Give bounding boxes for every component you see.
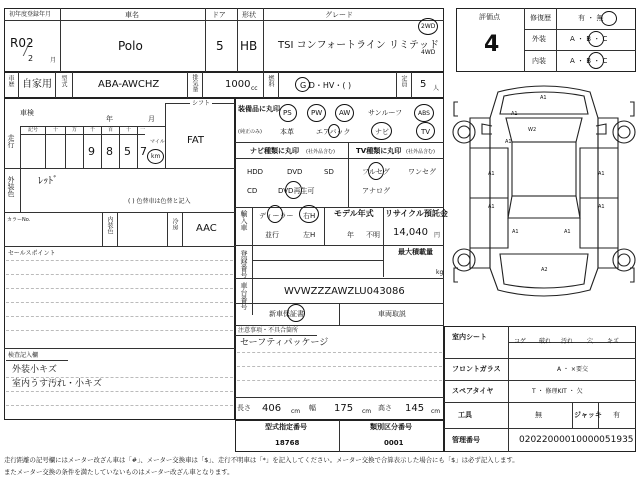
notes: セーフティパッケージ [240, 338, 329, 348]
displacement-label: 排気量 [191, 74, 198, 92]
capacity-unit: 人 [433, 85, 440, 92]
width-cm: cm [362, 408, 372, 415]
mileage-digit-1: 9 [88, 145, 95, 158]
diag-mark-5: A1 [598, 171, 605, 177]
tool-value: 無 [535, 411, 542, 419]
equip-sunroof: サンルーフ [368, 109, 403, 117]
reg-year-label: 初年度登録年月 [9, 11, 52, 18]
capacity-label: 定員 [400, 75, 407, 87]
exterior-color: ﾚｯﾄﾞ [38, 176, 58, 187]
reg-year: R02 [10, 36, 34, 50]
repair-options: 有 ・ 無 [578, 14, 604, 22]
exterior-rating-options: A ・ B ・ C [570, 35, 608, 43]
seat-burn: コゲ [514, 338, 527, 345]
height-cm: cm [431, 408, 441, 415]
new-warranty: 新車保証書 [269, 310, 304, 318]
color-change-note: ( ) 色替車は色替と記入 [128, 198, 191, 205]
nav-dvd: DVD [287, 168, 303, 176]
equip-ps: PS [283, 109, 292, 117]
equip-navi-circle [371, 122, 392, 140]
tv-oneseg: ワンセグ [408, 168, 436, 176]
repair-none-circle [601, 11, 617, 26]
nav-cd: CD [247, 187, 258, 195]
tv-fullseg-circle [368, 162, 384, 180]
max-load-kg: kg [436, 269, 444, 276]
seat-scratch: キズ [607, 338, 619, 345]
length: 406 [262, 403, 282, 414]
nav-hdd: HDD [247, 168, 264, 176]
digit-label-1k: 千 [90, 127, 96, 133]
month-unit: 月 [50, 57, 57, 64]
digit-label-100: 百 [108, 127, 114, 133]
tool-label: 工具 [458, 411, 472, 419]
seat-label: 室内シート [452, 333, 487, 341]
mileage-digit-2: 8 [106, 145, 113, 158]
equip-tv-circle [416, 122, 435, 140]
notes-label: 注意事項・不具合箇所 [238, 327, 299, 334]
inspector-label: 検査記入欄 [8, 352, 39, 359]
shift-label: シフト [192, 100, 211, 107]
jack-label: ジャッキ [574, 411, 602, 419]
capacity: 5 [420, 79, 427, 90]
nav-dvd-play-circle [285, 181, 302, 199]
equip-leather: 本革 [280, 128, 294, 136]
shape: HB [240, 39, 258, 53]
score: 4 [484, 32, 500, 57]
inspection-label: 車検 [20, 109, 34, 117]
recycle-yen: 円 [434, 232, 441, 239]
color-no-label: カラーNo. [7, 217, 31, 223]
equip-pw: PW [311, 109, 323, 117]
equip-abs: ABS [418, 110, 430, 117]
width: 175 [334, 403, 354, 414]
recycle-value: 14,040 [393, 227, 428, 238]
shape-label: 形状 [242, 11, 256, 19]
digit-label-10: 十 [126, 127, 132, 133]
import-dealer-circle [267, 205, 283, 223]
doors: 5 [216, 39, 224, 53]
seat-dirt: 汚れ [561, 338, 574, 345]
diag-mark-7: A1 [598, 204, 605, 210]
manual: 車両取説 [378, 310, 406, 318]
max-load-label: 最大積載量 [398, 248, 433, 256]
seat-hole: 穴 [587, 338, 594, 345]
length-cm: cm [291, 408, 301, 415]
car-damage-diagram [448, 78, 640, 310]
equip-abs-circle [414, 104, 434, 122]
score-label: 評価点 [479, 13, 500, 21]
interior-b-circle [588, 52, 604, 69]
interior-color-label: 内装色 [106, 216, 113, 234]
model-year-unknown: 不明 [366, 231, 380, 239]
import-right-hand: 右H [303, 212, 316, 220]
model-year-unit: 年 [347, 231, 354, 239]
type-spec-label: 型式指定番号 [265, 423, 307, 431]
footer-line-2: またメーター交換の条件を満たしていないものはメーター改ざん車となります。 [4, 468, 234, 476]
two-wd-circle [418, 18, 438, 35]
digit-label-symbol: 記号 [28, 127, 39, 133]
name-label: 車名 [125, 11, 139, 19]
import-left-hand: 左H [303, 231, 316, 239]
displacement: 1000 [225, 79, 251, 90]
seat-tear: 破れ [539, 338, 552, 345]
equip-airbag: エアバック [316, 128, 351, 136]
tv-title: TV種類に丸印 [356, 147, 402, 155]
sales-point-label: セールスポイント [8, 250, 56, 257]
exterior-rating-label: 外装 [532, 35, 546, 43]
grade-label: グレード [325, 11, 353, 19]
equip-ps-circle [279, 104, 297, 122]
cc-unit: cc [251, 85, 258, 92]
height: 145 [405, 403, 425, 414]
spare-options: T ・ 修理KIT ・ 欠 [532, 388, 583, 395]
mgmt-number: 02022000010000051935 [519, 435, 634, 445]
diag-mark-6: A1 [488, 204, 495, 210]
shift: FAT [187, 135, 205, 146]
digit-label-100k: 十 [53, 127, 59, 133]
diag-mark-a2: A2 [541, 267, 548, 273]
tv-fullseg: フルセグ [362, 168, 390, 176]
digit-label-10k: 万 [72, 127, 78, 133]
equipment-title: 装備品に丸印 [238, 105, 280, 113]
chassis-number: WVWZZZAWZLU043086 [284, 286, 405, 297]
inspector-note-1: 外装小キズ [12, 365, 57, 375]
equip-aw-circle [335, 104, 354, 122]
interior-rating-options: A ・ B ・ C [570, 57, 608, 65]
tv-analog: アナログ [362, 187, 390, 195]
door-label: ドア [212, 11, 226, 19]
inspection-year-unit: 年 [106, 115, 113, 123]
equipment-subtitle: (純正のみ) [238, 129, 262, 135]
interior-rating-label: 内装 [532, 57, 546, 65]
category-label: 車歴 [7, 75, 14, 87]
class-label: 類別区分番号 [370, 423, 412, 431]
ac-label: 冷房 [171, 218, 178, 230]
diag-mark-2: A1 [511, 111, 518, 117]
repair-label: 修復歴 [530, 14, 551, 22]
import-label: 輸入車 [240, 210, 248, 231]
windshield-label: フロントガラス [452, 365, 501, 373]
four-wd: 4WD [421, 49, 436, 56]
mile-label: マイル [150, 139, 165, 145]
row2 [4, 72, 444, 98]
inspection-month-unit: 月 [148, 115, 155, 123]
nav-dvd-play: DVD再生可 [278, 187, 315, 195]
inspector-note-2: 室内うす汚れ・小キズ [12, 379, 102, 389]
chassis-label: 車台番号 [240, 282, 248, 310]
nav-sub: (社外品含む) [306, 149, 335, 155]
width-label: 幅 [309, 404, 316, 412]
equip-airbag-circle [328, 124, 340, 138]
mgmt-label: 管理番号 [452, 436, 480, 444]
length-label: 長さ [237, 404, 251, 412]
diag-mark-8: A1 [512, 229, 519, 235]
reg-month: 2 [28, 54, 34, 63]
category: 自家用 [22, 79, 52, 90]
mileage-digit-4: 7 [140, 145, 147, 158]
fuel-label: 燃料 [267, 75, 274, 87]
nav-sd: SD [324, 168, 334, 176]
exterior-b-circle [588, 31, 604, 47]
new-warranty-circle [287, 304, 305, 322]
grade: TSI コンフォートライン リミテッド [278, 40, 439, 51]
import-parallel: 並行 [265, 231, 279, 239]
equip-navi: ナビ [375, 128, 389, 136]
mileage-label: 走行 [7, 134, 15, 148]
nav-title: ナビ種類に丸印 [250, 147, 299, 155]
ac: AAC [196, 223, 217, 234]
jack-value: 有 [613, 411, 620, 419]
car-name: Polo [118, 39, 143, 53]
equip-pw-circle [307, 104, 326, 122]
exterior-color-label: 外装色 [7, 176, 15, 197]
equip-tv: TV [421, 128, 431, 136]
fuel-options: G D・HV・( ) [300, 81, 352, 90]
diag-mark-4: A1 [488, 171, 495, 177]
diag-mark-9: A1 [564, 229, 571, 235]
diag-mark-1: A1 [540, 95, 547, 101]
equip-aw: AW [339, 109, 351, 117]
model-label: 型式 [60, 75, 67, 87]
tv-sub: (社外品含む) [406, 149, 435, 155]
km-label: km [151, 153, 161, 160]
type-spec: 18768 [275, 439, 300, 447]
digit-label-1: 一 [140, 127, 146, 133]
spare-label: スペアタイヤ [452, 387, 494, 395]
model-year-label: モデル年式 [334, 209, 374, 218]
km-circle [147, 149, 164, 164]
model: ABA-AWCHZ [98, 79, 160, 90]
windshield-options: A ・ ×要交 [557, 366, 588, 373]
mileage-digit-3: 5 [124, 145, 131, 158]
recycle-label: リサイクル預託金 [385, 209, 448, 218]
class-no: 0001 [384, 439, 404, 447]
import-right-hand-circle [299, 205, 319, 223]
height-label: 高さ [378, 404, 392, 412]
fuel-circle [295, 77, 310, 92]
two-wd: 2WD [421, 23, 436, 30]
diag-mark-3: A1 [505, 139, 512, 145]
import-dealer: ディーラー [259, 212, 294, 220]
footer-line-1: 走行距離の記号欄にはメーター改ざん車は「#」、メーター交換車は「$」、走行不明車は「*」を記入してください。メーター交換で合算表示した場合にも「$」は必ず記入します。 [4, 456, 519, 464]
reg-no-label: 登録番号 [240, 250, 248, 278]
diag-mark-w2: W2 [528, 127, 537, 133]
